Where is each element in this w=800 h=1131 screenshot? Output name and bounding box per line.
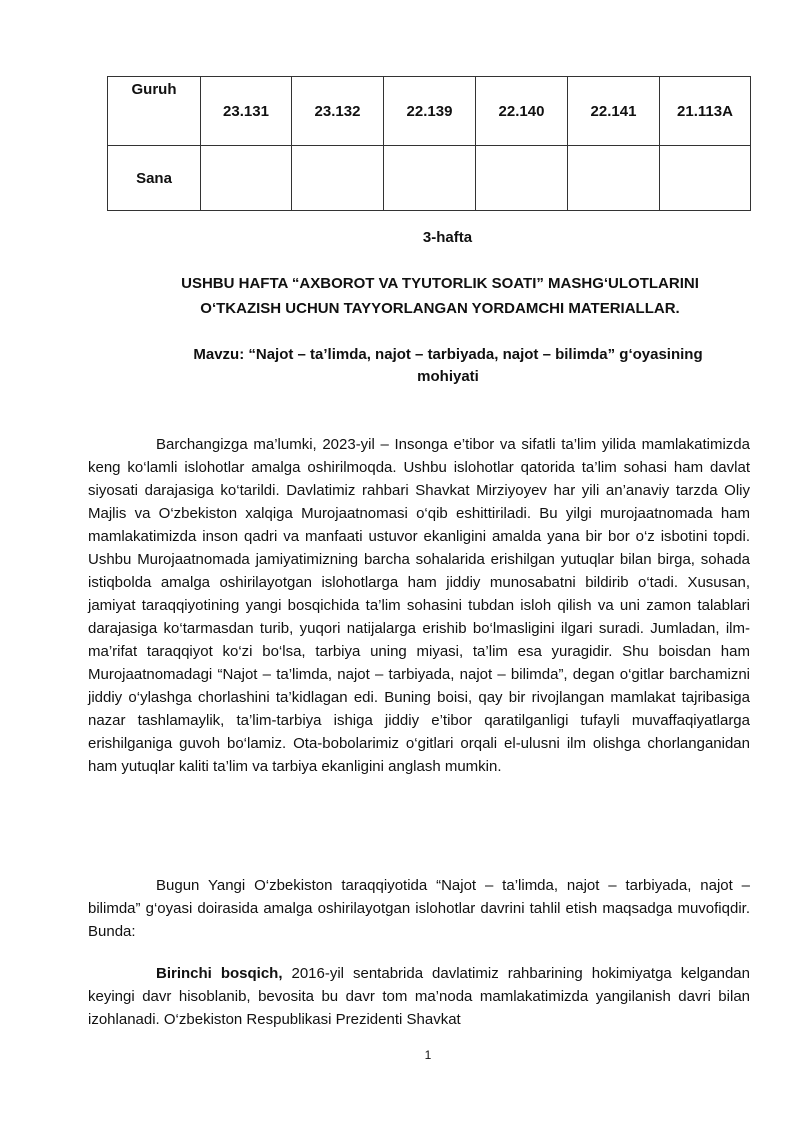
heading-line: O‘TKAZISH UCHUN TAYYORLANGAN YORDAMCHI MATERIALLAR.: [200, 300, 680, 317]
group-cell: 21.113A: [660, 77, 751, 146]
date-cell: [660, 146, 751, 211]
group-cell: 22.140: [476, 77, 568, 146]
group-cell: 23.132: [292, 77, 384, 146]
topic-line: mohiyati: [417, 368, 479, 385]
body-paragraph: [88, 962, 750, 1031]
date-cell: [201, 146, 292, 211]
date-cell: [568, 146, 660, 211]
group-cell: 22.141: [568, 77, 660, 146]
row-label-group: Guruh: [108, 77, 201, 146]
body-paragraph: Bugun Yangi O‘zbekiston taraqqiyotida “Najot – ta’limda, najot – tarbiyada, najot – bilimda” g‘oyasi doirasida amalga oshirilayotgan islohotlar davrini tahlil etish maqsadga muvofiqdir. Bunda:: [88, 877, 750, 940]
table-row: [108, 77, 751, 146]
table-row: [108, 146, 751, 211]
date-cell: [476, 146, 568, 211]
topic-line: Mavzu: “Najot – ta’limda, najot – tarbiyada, najot – bilimda” g‘oyasining: [193, 346, 703, 363]
date-cell: [384, 146, 476, 211]
page-number: 1: [424, 1048, 432, 1062]
row-label-date: Sana: [108, 146, 201, 211]
topic-title: [128, 344, 768, 388]
body-paragraph: Barchangizga ma’lumki, 2023-yil – Insonga e’tibor va sifatli ta’lim yilida mamlakatimizda keng ko‘lamli islohotlar amalga oshirilmoqda. Ushbu islohotlar qatorida ta’lim sohasi ham davlat siyosati darajasiga ko‘tarildi. Davlatimiz rahbari Shavkat Mirziyoyev har yili an’anaviy tarzda Oliy Majlis va O‘zbekiston xalqiga Murojaatnomasi o‘qib eshittiriladi. Bu yilgi murojaatnomada ham mamlakatimizda inson qadri va manfaati ustuvor ekanligini amalda yana bir bor o‘z isbotini topdi. Ushbu Murojaatnomada jamiyatimizning barcha sohalarida erishilgan yutuqlar bilan birga, sohada istiqbolda amalga oshirilayotgan islohotlarga ham jiddiy munosabatni bildirib o‘tadi. Xususan, jamiyat taraqqiyotining yangi bosqichida ta’lim sohasini tubdan isloh qilish va uni zamon talablari darajasiga ko‘tarmasdan turib, yuqori natijalarga erishib bo‘lmasligini ilgari suradi. Jumladan, ilm-ma’rifat taraqqiyot ko‘zi bo‘lsa, tarbiya uning miyasi, ta’lim esa yuragidir. Shu boisdan ham Murojaatnomadagi “Najot – ta’limda, najot – tarbiyada, najot – bilimda”, degan o‘gitlar barchamizni jiddiy o‘ylashga chorlashini ta’kidlagan edi. Buning boisi, qay bir rivojlangan mamlakat tajribasiga nazar tashlamaylik, ta’lim-tarbiya ishiga jiddiy e’tibor qaratilganligi tufayli muvaffaqiyatlarga erishilganiga guvoh bo‘lamiz. Ota-bobolarimiz o‘gitlari orqali el-ulusni ilm olishga chorlanganidan ham yutuqlar kaliti ta’lim va tarbiya ekanligini anglash mumkin.: [88, 436, 750, 775]
week-label: 3-hafta: [422, 229, 473, 246]
group-cell: 22.139: [384, 77, 476, 146]
paragraph-text: 2016-yil sentabrida davlatimiz rahbarining hokimiyatga kelgandan keyingi davr hisoblanib, bevosita bu davr tom ma’noda mamlakatimizda yangilanish davri bilan izohlanadi. O‘zbekiston Respublikasi Prezidenti Shavkat: [88, 965, 750, 1028]
paragraph-lead: Birinchi bosqich,: [156, 965, 283, 982]
group-cell: 23.131: [201, 77, 292, 146]
date-cell: [292, 146, 384, 211]
schedule-table: [107, 76, 751, 211]
document-heading: [140, 271, 740, 321]
heading-line: USHBU HAFTA “AXBOROT VA TYUTORLIK SOATI” MASHG‘ULOTLARINI: [181, 275, 699, 292]
